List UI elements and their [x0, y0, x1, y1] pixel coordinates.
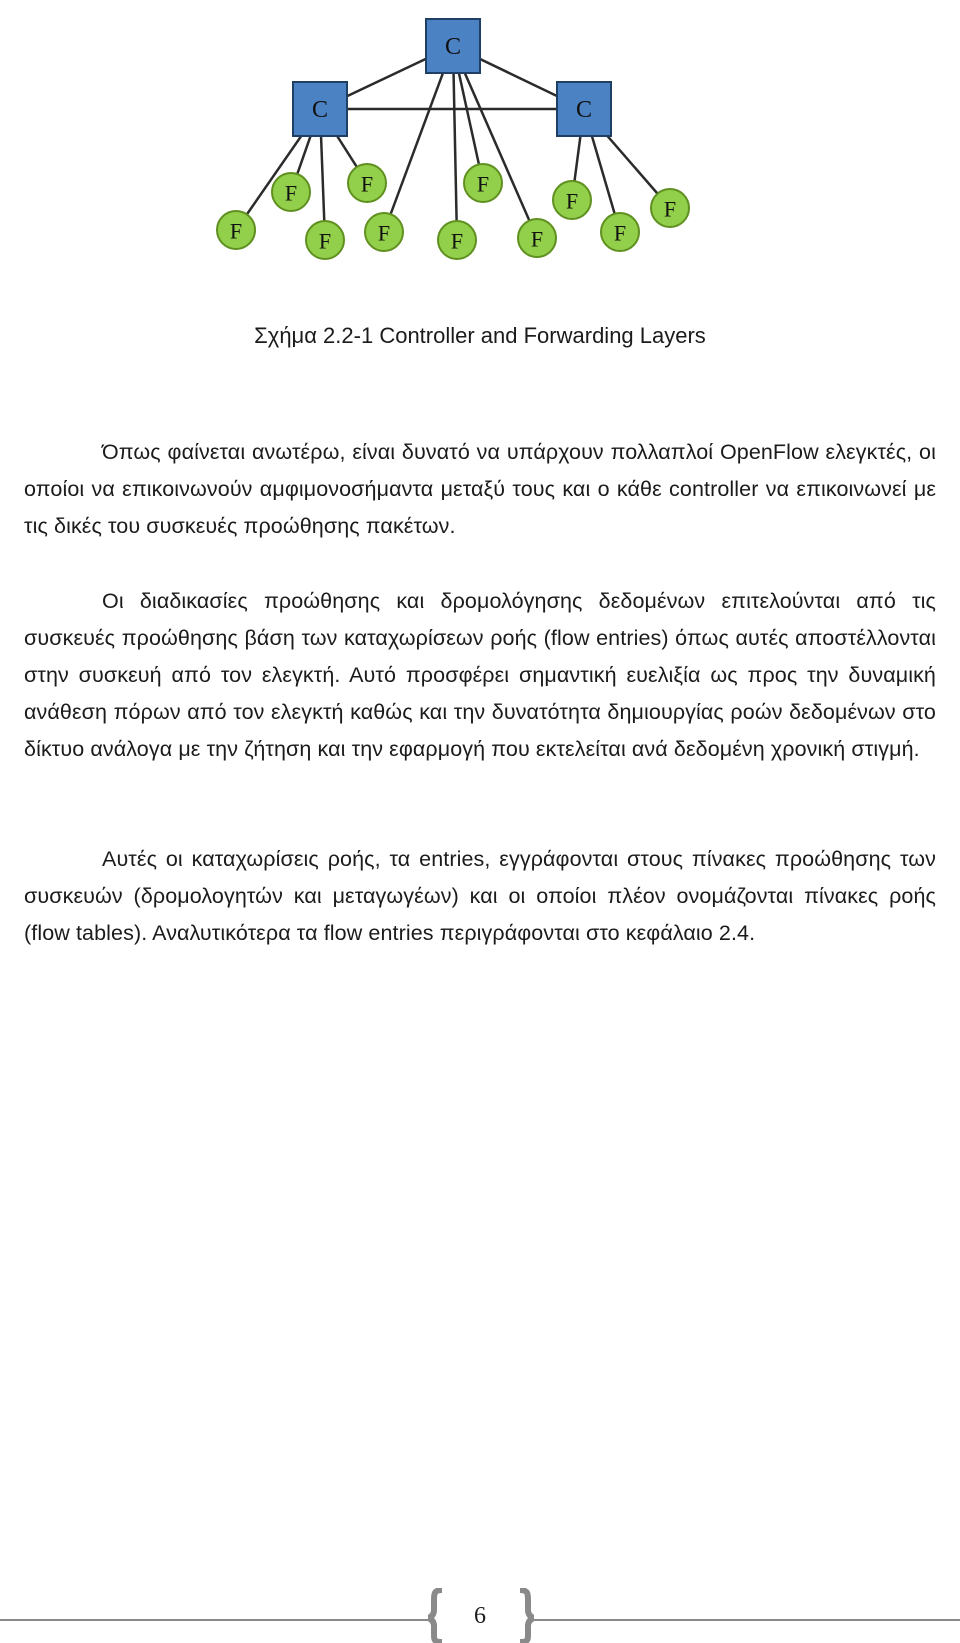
controller-label: C	[311, 97, 329, 123]
controller-node	[293, 82, 347, 136]
forwarder-node	[217, 211, 255, 249]
forwarder-label: F	[284, 180, 298, 206]
forwarder-node	[601, 213, 639, 251]
forwarder-label: F	[476, 171, 490, 197]
forwarder-label: F	[663, 196, 677, 222]
paragraph-1: Όπως φαίνεται ανωτέρω, είναι δυνατό να υπάρχουν πολλαπλοί OpenFlow ελεγκτές, οι οποίοι να επικοινωνούν αμφιμονοσήμαντα μεταξύ τους και ο κάθε controller να επικοινωνεί με τις δικές του συσκευές προώθησης πακέτων.	[24, 440, 936, 538]
network-diagram	[0, 0, 960, 290]
forwarder-label: F	[229, 218, 243, 244]
controller-label: C	[575, 97, 593, 123]
diagram-links	[236, 46, 670, 240]
controller-node	[426, 19, 480, 73]
forwarder-link	[453, 46, 537, 238]
paragraph-2: Οι διαδικασίες προώθησης και δρομολόγησης δεδομένων επιτελούνται από τις συσκευές προώθησης βάση των καταχωρίσεων ροής (flow entries) όπως αυτές αποστέλλονται στην συσκευή από τον ελεγκτή. Αυτό προσφέρει σημαντική ευελιξία ως προς την δυναμική ανάθεση πόρων από τον ελεγκτή καθώς και την δυνατότητα δημιουργίας ροών δεδομένων στο δίκτυο ανάλογα με την ζήτηση και την εφαρμογή που εκτελείται ανά δεδομένη χρονική στιγμή.	[24, 589, 936, 761]
forwarder-node	[272, 173, 310, 211]
controller-node	[557, 82, 611, 136]
paragraph-3: Αυτές οι καταχωρίσεις ροής, τα entries, εγγράφονται στους πίνακες προώθησης των συσκευών (δρομολογητών και μεταγωγέων) και οι οποίοι πλέον ονομάζονται πίνακες ροής (flow tables). Αναλυτικότερα τα flow entries περιγράφονται στο κεφάλαιο 2.4.	[24, 847, 936, 945]
forwarder-label: F	[613, 220, 627, 246]
forwarder-label: F	[377, 220, 391, 246]
forwarder-node	[365, 213, 403, 251]
footer-rule-left	[0, 1619, 430, 1621]
forwarder-node	[438, 221, 476, 259]
controller-label: C	[444, 34, 462, 60]
forwarder-label: F	[318, 228, 332, 254]
forwarder-node	[553, 181, 591, 219]
forwarder-node	[306, 221, 344, 259]
forwarder-node	[651, 189, 689, 227]
footer-rule-right	[532, 1619, 960, 1621]
forwarder-label: F	[450, 228, 464, 254]
figure-caption: Σχήμα 2.2-1 Controller and Forwarding Layers	[254, 323, 706, 348]
forwarder-node	[518, 219, 556, 257]
forwarder-link	[453, 46, 457, 240]
diagram-nodes	[217, 19, 689, 259]
forwarder-node	[348, 164, 386, 202]
forwarder-label: F	[565, 188, 579, 214]
forwarder-node	[464, 164, 502, 202]
page-number: 6	[474, 1603, 486, 1629]
forwarder-label: F	[360, 171, 374, 197]
forwarder-label: F	[530, 226, 544, 252]
